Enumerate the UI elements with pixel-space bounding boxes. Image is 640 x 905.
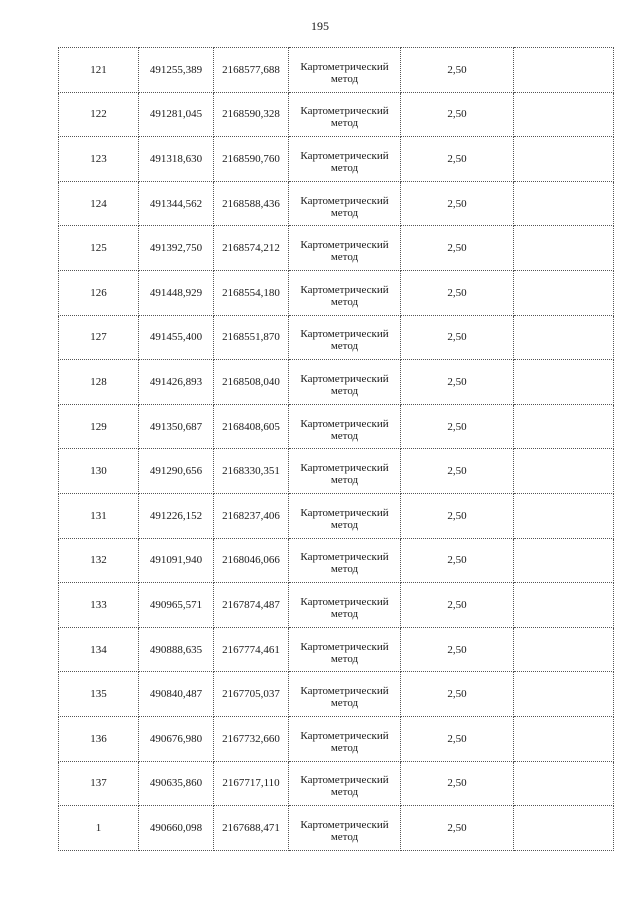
accuracy-cell: 2,50 (401, 315, 514, 360)
method-line-1: Картометрический (300, 640, 389, 653)
method-line-2: метод (330, 251, 359, 264)
method-cell (289, 226, 401, 271)
note-cell (514, 181, 614, 226)
x-coordinate-cell: 491455,400 (139, 315, 214, 360)
accuracy-cell: 2,50 (401, 761, 514, 806)
page-number: 195 (311, 19, 329, 33)
method-cell (289, 493, 401, 538)
table-row (59, 761, 614, 806)
note-cell (514, 761, 614, 806)
point-number-cell: 132 (59, 538, 139, 583)
table-row (59, 404, 614, 449)
method-line-1: Картометрический (300, 551, 389, 564)
note-cell (514, 449, 614, 494)
accuracy-cell: 2,50 (401, 226, 514, 271)
x-coordinate-cell: 491281,045 (139, 92, 214, 137)
accuracy-cell: 2,50 (401, 627, 514, 672)
method-line-2: метод (330, 340, 359, 353)
method-line-2: метод (330, 741, 359, 754)
method-cell (289, 583, 401, 628)
table-row (59, 583, 614, 628)
note-cell (514, 270, 614, 315)
accuracy-cell: 2,50 (401, 404, 514, 449)
accuracy-cell: 2,50 (401, 48, 514, 93)
table-row (59, 181, 614, 226)
method-line-2: метод (330, 652, 359, 665)
x-coordinate-cell: 490840,487 (139, 672, 214, 717)
method-cell (289, 315, 401, 360)
y-coordinate-cell: 2168588,436 (214, 181, 289, 226)
method-cell (289, 137, 401, 182)
method-line-1: Картометрический (300, 239, 389, 252)
point-number-cell: 133 (59, 583, 139, 628)
method-line-1: Картометрический (300, 194, 389, 207)
note-cell (514, 716, 614, 761)
method-cell (289, 360, 401, 405)
method-line-2: метод (330, 786, 359, 799)
method-line-1: Картометрический (300, 774, 389, 787)
point-number-cell: 131 (59, 493, 139, 538)
note-cell (514, 226, 614, 271)
note-cell (514, 672, 614, 717)
x-coordinate-cell: 490965,571 (139, 583, 214, 628)
method-cell (289, 672, 401, 717)
method-cell (289, 449, 401, 494)
x-coordinate-cell: 491091,940 (139, 538, 214, 583)
method-line-1: Картометрический (300, 506, 389, 519)
note-cell (514, 627, 614, 672)
point-number-cell: 135 (59, 672, 139, 717)
x-coordinate-cell: 491290,656 (139, 449, 214, 494)
method-line-1: Картометрический (300, 818, 389, 831)
x-coordinate-cell: 490635,860 (139, 761, 214, 806)
x-coordinate-cell: 491318,630 (139, 137, 214, 182)
y-coordinate-cell: 2167688,471 (214, 806, 289, 851)
accuracy-cell: 2,50 (401, 360, 514, 405)
note-cell (514, 137, 614, 182)
point-number-cell: 136 (59, 716, 139, 761)
method-line-2: метод (330, 161, 359, 174)
method-line-2: метод (330, 474, 359, 487)
method-cell (289, 806, 401, 851)
method-line-2: метод (330, 697, 359, 710)
y-coordinate-cell: 2168554,180 (214, 270, 289, 315)
note-cell (514, 315, 614, 360)
method-line-1: Картометрический (300, 372, 389, 385)
accuracy-cell: 2,50 (401, 583, 514, 628)
method-line-1: Картометрический (300, 729, 389, 742)
method-line-1: Картометрический (300, 462, 389, 475)
method-line-2: метод (330, 429, 359, 442)
y-coordinate-cell: 2168590,328 (214, 92, 289, 137)
method-line-2: метод (330, 72, 359, 85)
y-coordinate-cell: 2167732,660 (214, 716, 289, 761)
y-coordinate-cell: 2168408,605 (214, 404, 289, 449)
method-line-2: метод (330, 206, 359, 219)
method-line-1: Картометрический (300, 328, 389, 341)
point-number-cell: 125 (59, 226, 139, 271)
x-coordinate-cell: 491426,893 (139, 360, 214, 405)
note-cell (514, 493, 614, 538)
table-row (59, 137, 614, 182)
table-row (59, 449, 614, 494)
y-coordinate-cell: 2168330,351 (214, 449, 289, 494)
method-line-1: Картометрический (300, 685, 389, 698)
x-coordinate-cell: 490676,980 (139, 716, 214, 761)
note-cell (514, 48, 614, 93)
method-line-2: метод (330, 295, 359, 308)
point-number-cell: 124 (59, 181, 139, 226)
method-line-2: метод (330, 830, 359, 843)
point-number-cell: 127 (59, 315, 139, 360)
method-cell (289, 270, 401, 315)
table-row (59, 360, 614, 405)
note-cell (514, 360, 614, 405)
x-coordinate-cell: 491350,687 (139, 404, 214, 449)
point-number-cell: 130 (59, 449, 139, 494)
accuracy-cell: 2,50 (401, 538, 514, 583)
accuracy-cell: 2,50 (401, 92, 514, 137)
point-number-cell: 121 (59, 48, 139, 93)
method-cell (289, 761, 401, 806)
note-cell (514, 404, 614, 449)
y-coordinate-cell: 2168237,406 (214, 493, 289, 538)
accuracy-cell: 2,50 (401, 672, 514, 717)
method-cell (289, 92, 401, 137)
method-line-1: Картометрический (300, 417, 389, 430)
x-coordinate-cell: 490888,635 (139, 627, 214, 672)
method-line-2: метод (330, 563, 359, 576)
y-coordinate-cell: 2168046,066 (214, 538, 289, 583)
method-cell (289, 627, 401, 672)
method-line-2: метод (330, 384, 359, 397)
x-coordinate-cell: 491255,389 (139, 48, 214, 93)
method-cell (289, 181, 401, 226)
method-cell (289, 716, 401, 761)
accuracy-cell: 2,50 (401, 806, 514, 851)
method-line-1: Картометрический (300, 105, 389, 118)
point-number-cell: 126 (59, 270, 139, 315)
y-coordinate-cell: 2168590,760 (214, 137, 289, 182)
table-row (59, 672, 614, 717)
accuracy-cell: 2,50 (401, 181, 514, 226)
method-line-2: метод (330, 117, 359, 130)
point-number-cell: 134 (59, 627, 139, 672)
x-coordinate-cell: 491344,562 (139, 181, 214, 226)
note-cell (514, 538, 614, 583)
point-number-cell: 123 (59, 137, 139, 182)
accuracy-cell: 2,50 (401, 137, 514, 182)
x-coordinate-cell: 491226,152 (139, 493, 214, 538)
accuracy-cell: 2,50 (401, 716, 514, 761)
method-cell (289, 538, 401, 583)
method-line-1: Картометрический (300, 60, 389, 73)
method-line-1: Картометрический (300, 149, 389, 162)
table-row (59, 48, 614, 93)
method-cell (289, 404, 401, 449)
x-coordinate-cell: 491448,929 (139, 270, 214, 315)
y-coordinate-cell: 2167774,461 (214, 627, 289, 672)
accuracy-cell: 2,50 (401, 449, 514, 494)
note-cell (514, 92, 614, 137)
method-cell (289, 48, 401, 93)
table-row (59, 716, 614, 761)
x-coordinate-cell: 490660,098 (139, 806, 214, 851)
note-cell (514, 583, 614, 628)
table-row (59, 270, 614, 315)
method-line-1: Картометрический (300, 283, 389, 296)
x-coordinate-cell: 491392,750 (139, 226, 214, 271)
method-line-2: метод (330, 607, 359, 620)
point-number-cell: 1 (59, 806, 139, 851)
y-coordinate-cell: 2167705,037 (214, 672, 289, 717)
y-coordinate-cell: 2168577,688 (214, 48, 289, 93)
point-number-cell: 122 (59, 92, 139, 137)
method-line-2: метод (330, 518, 359, 531)
table-row (59, 806, 614, 851)
table-row (59, 92, 614, 137)
table-row (59, 315, 614, 360)
accuracy-cell: 2,50 (401, 493, 514, 538)
table-row (59, 627, 614, 672)
table-row (59, 493, 614, 538)
table-row (59, 226, 614, 271)
point-number-cell: 137 (59, 761, 139, 806)
accuracy-cell: 2,50 (401, 270, 514, 315)
y-coordinate-cell: 2167717,110 (214, 761, 289, 806)
coordinates-table (58, 47, 614, 851)
y-coordinate-cell: 2168574,212 (214, 226, 289, 271)
table-row (59, 538, 614, 583)
y-coordinate-cell: 2168551,870 (214, 315, 289, 360)
table-body (59, 48, 614, 851)
point-number-cell: 129 (59, 404, 139, 449)
note-cell (514, 806, 614, 851)
y-coordinate-cell: 2168508,040 (214, 360, 289, 405)
y-coordinate-cell: 2167874,487 (214, 583, 289, 628)
method-line-1: Картометрический (300, 595, 389, 608)
point-number-cell: 128 (59, 360, 139, 405)
